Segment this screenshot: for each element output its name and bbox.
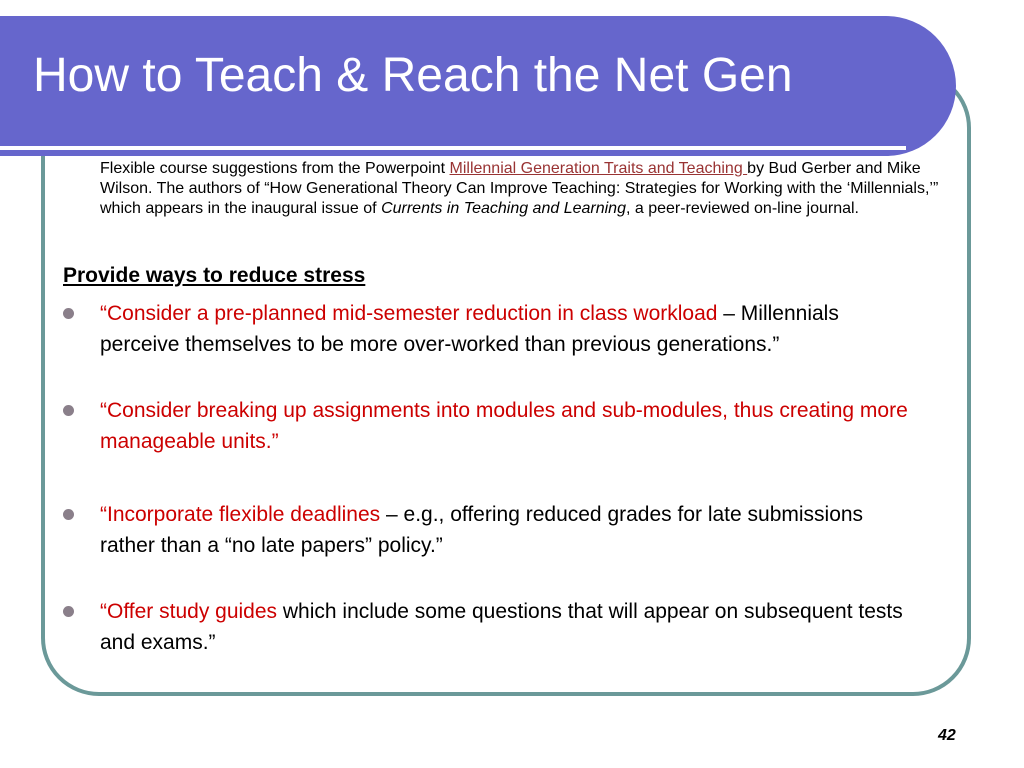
bullet-emphasis: “Consider a pre-planned mid-semester reduction in class workload [100,302,724,325]
bullet-text: – Millennials perceive themselves to be more over-worked than previous generations.” [100,302,839,356]
intro-paragraph [100,159,960,219]
bullet-emphasis: “Incorporate flexible deadlines [100,503,381,526]
intro-text-start: Flexible course suggestions from the Powerpoint [100,160,450,177]
bullet-emphasis: “Offer study guides [100,600,278,623]
bullet-text: which include some questions that will appear on subsequent tests and exams.” [100,600,903,654]
bullet-dot-icon [63,509,74,520]
bullet-dot-icon [63,606,74,617]
bullet-emphasis: “Consider breaking up assignments into modules and sub-modules, thus creating more manageable units.” [100,399,908,453]
bullet-item [63,395,923,457]
bullet-item [63,499,923,561]
journal-title: Currents in Teaching and Learning [381,200,626,217]
bullet-dot-icon [63,308,74,319]
bullet-item [63,596,923,658]
intro-text-end: , a peer-reviewed on-line journal. [625,200,859,217]
powerpoint-link[interactable]: Millennial Generation Traits and Teaching [449,160,748,177]
bullet-text: – e.g., offering reduced grades for late submissions rather than a “no late papers” policy.” [100,503,864,557]
page-number: 42 [938,727,956,744]
bullet-item [63,298,923,360]
bullet-list [63,298,923,693]
slide-title: How to Teach & Reach the Net Gen [33,49,793,102]
intro-text-middle: by Bud Gerber and Mike Wilson. The authors of “How Generational Theory Can Improve Teaching: Strategies for Working with the ‘Millennials,’” which appears in the inaugural issue of [100,160,939,217]
bullet-dot-icon [63,405,74,416]
section-heading: Provide ways to reduce stress [63,264,366,287]
title-underline-rule [0,146,906,150]
